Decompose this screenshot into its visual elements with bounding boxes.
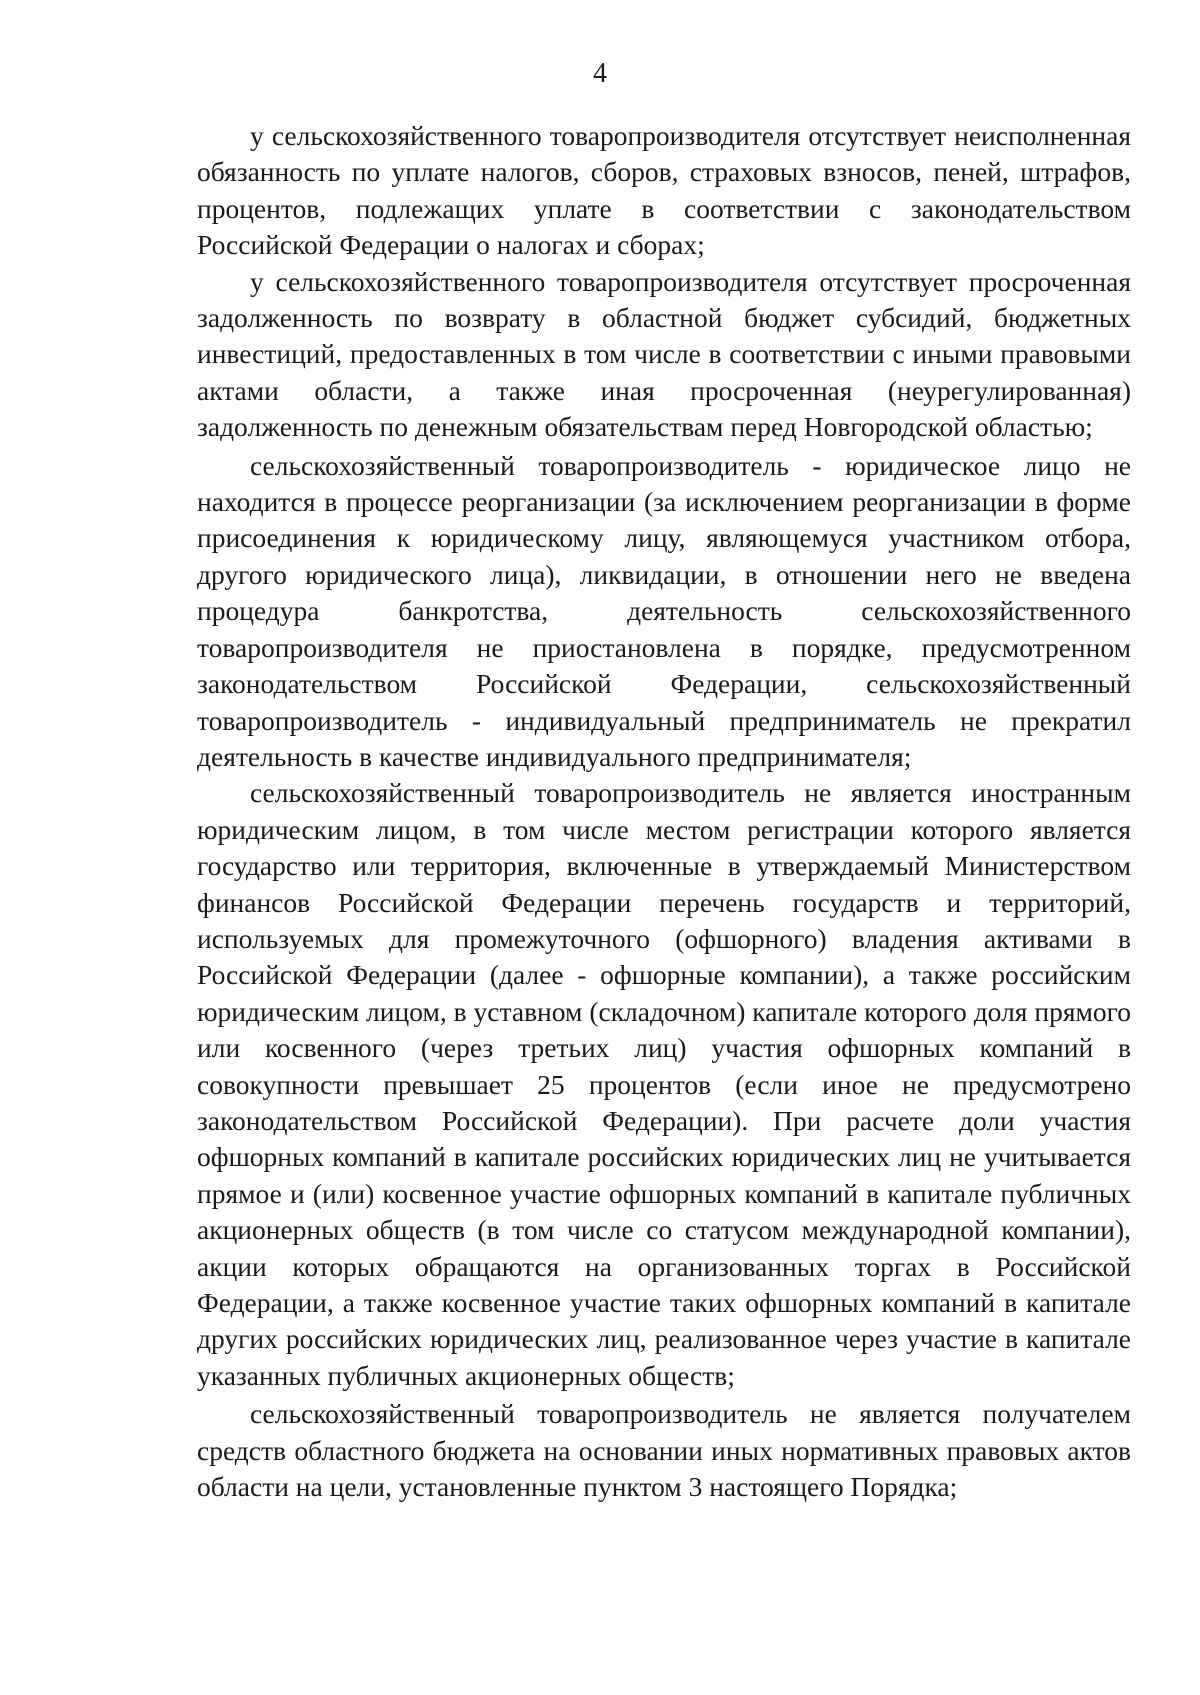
paragraph-budget-debt: у сельскохозяйственного товаропроизводителя отсутствует просроченная задолженность по возврату в областной бюджет субсидий, бюджетных инвестиций, предоставленных в том числе в соответствии с иными правовыми актами области, а также иная просроченная (неурегулированная) задолженность по денежным обязательствам перед Новгородской областью;	[197, 265, 1131, 443]
document-body	[197, 118, 1131, 1505]
paragraph-tax-obligations: у сельскохозяйственного товаропроизводителя отсутствует неисполненная обязанность по уплате налогов, сборов, страховых взносов, пеней, штрафов, процентов, подлежащих уплате в соответствии с законодательством Российской Федерации о налогах и сборах;	[197, 120, 1131, 261]
paragraph-offshore: сельскохозяйственный товаропроизводитель не является иностранным юридическим лицом, в том числе местом регистрации которого является государство или территория, включенные в утверждаемый Министерством финансов Российской Федерации перечень государств и территорий, используемых для промежуточного (офшорного) владения активами в Российской Федерации (далее - офшорные компании), а также российским юридическим лицом, в уставном (складочном) капитале которого доля прямого или косвенного (через третьих лиц) участия офшорных компаний в совокупности превышает 25 процентов (если иное не предусмотрено законодательством Российской Федерации). При расчете доли участия офшорных компаний в капитале российских юридических лиц не учитывается прямое и (или) косвенное участие офшорных компаний в капитале публичных акционерных обществ (в том числе со статусом международной компании), акции которых обращаются на организованных торгах в Российской Федерации, а также косвенное участие таких офшорных компаний в капитале других российских юридических лиц, реализованное через участие в капитале указанных публичных акционерных обществ;	[197, 777, 1131, 1391]
paragraph-other-funding: сельскохозяйственный товаропроизводитель не является получателем средств областного бюджета на основании иных нормативных правовых актов области на цели, установленные пунктом 3 настоящего Порядка;	[197, 1398, 1131, 1503]
page-number: 4	[593, 58, 607, 89]
paragraph-reorganization: сельскохозяйственный товаропроизводитель - юридическое лицо не находится в процессе реорганизации (за исключением реорганизации в форме присоединения к юридическому лицу, являющемуся участником отбора, другого юридического лица), ликвидации, в отношении него не введена процедура банкротства, деятельность сельскохозяйственного товаропроизводителя не приостановлена в порядке, предусмотренном законодательством Российской Федерации, сельскохозяйственный товаропроизводитель - индивидуальный предприниматель не прекратил деятельность в качестве индивидуального предпринимателя;	[197, 449, 1131, 772]
